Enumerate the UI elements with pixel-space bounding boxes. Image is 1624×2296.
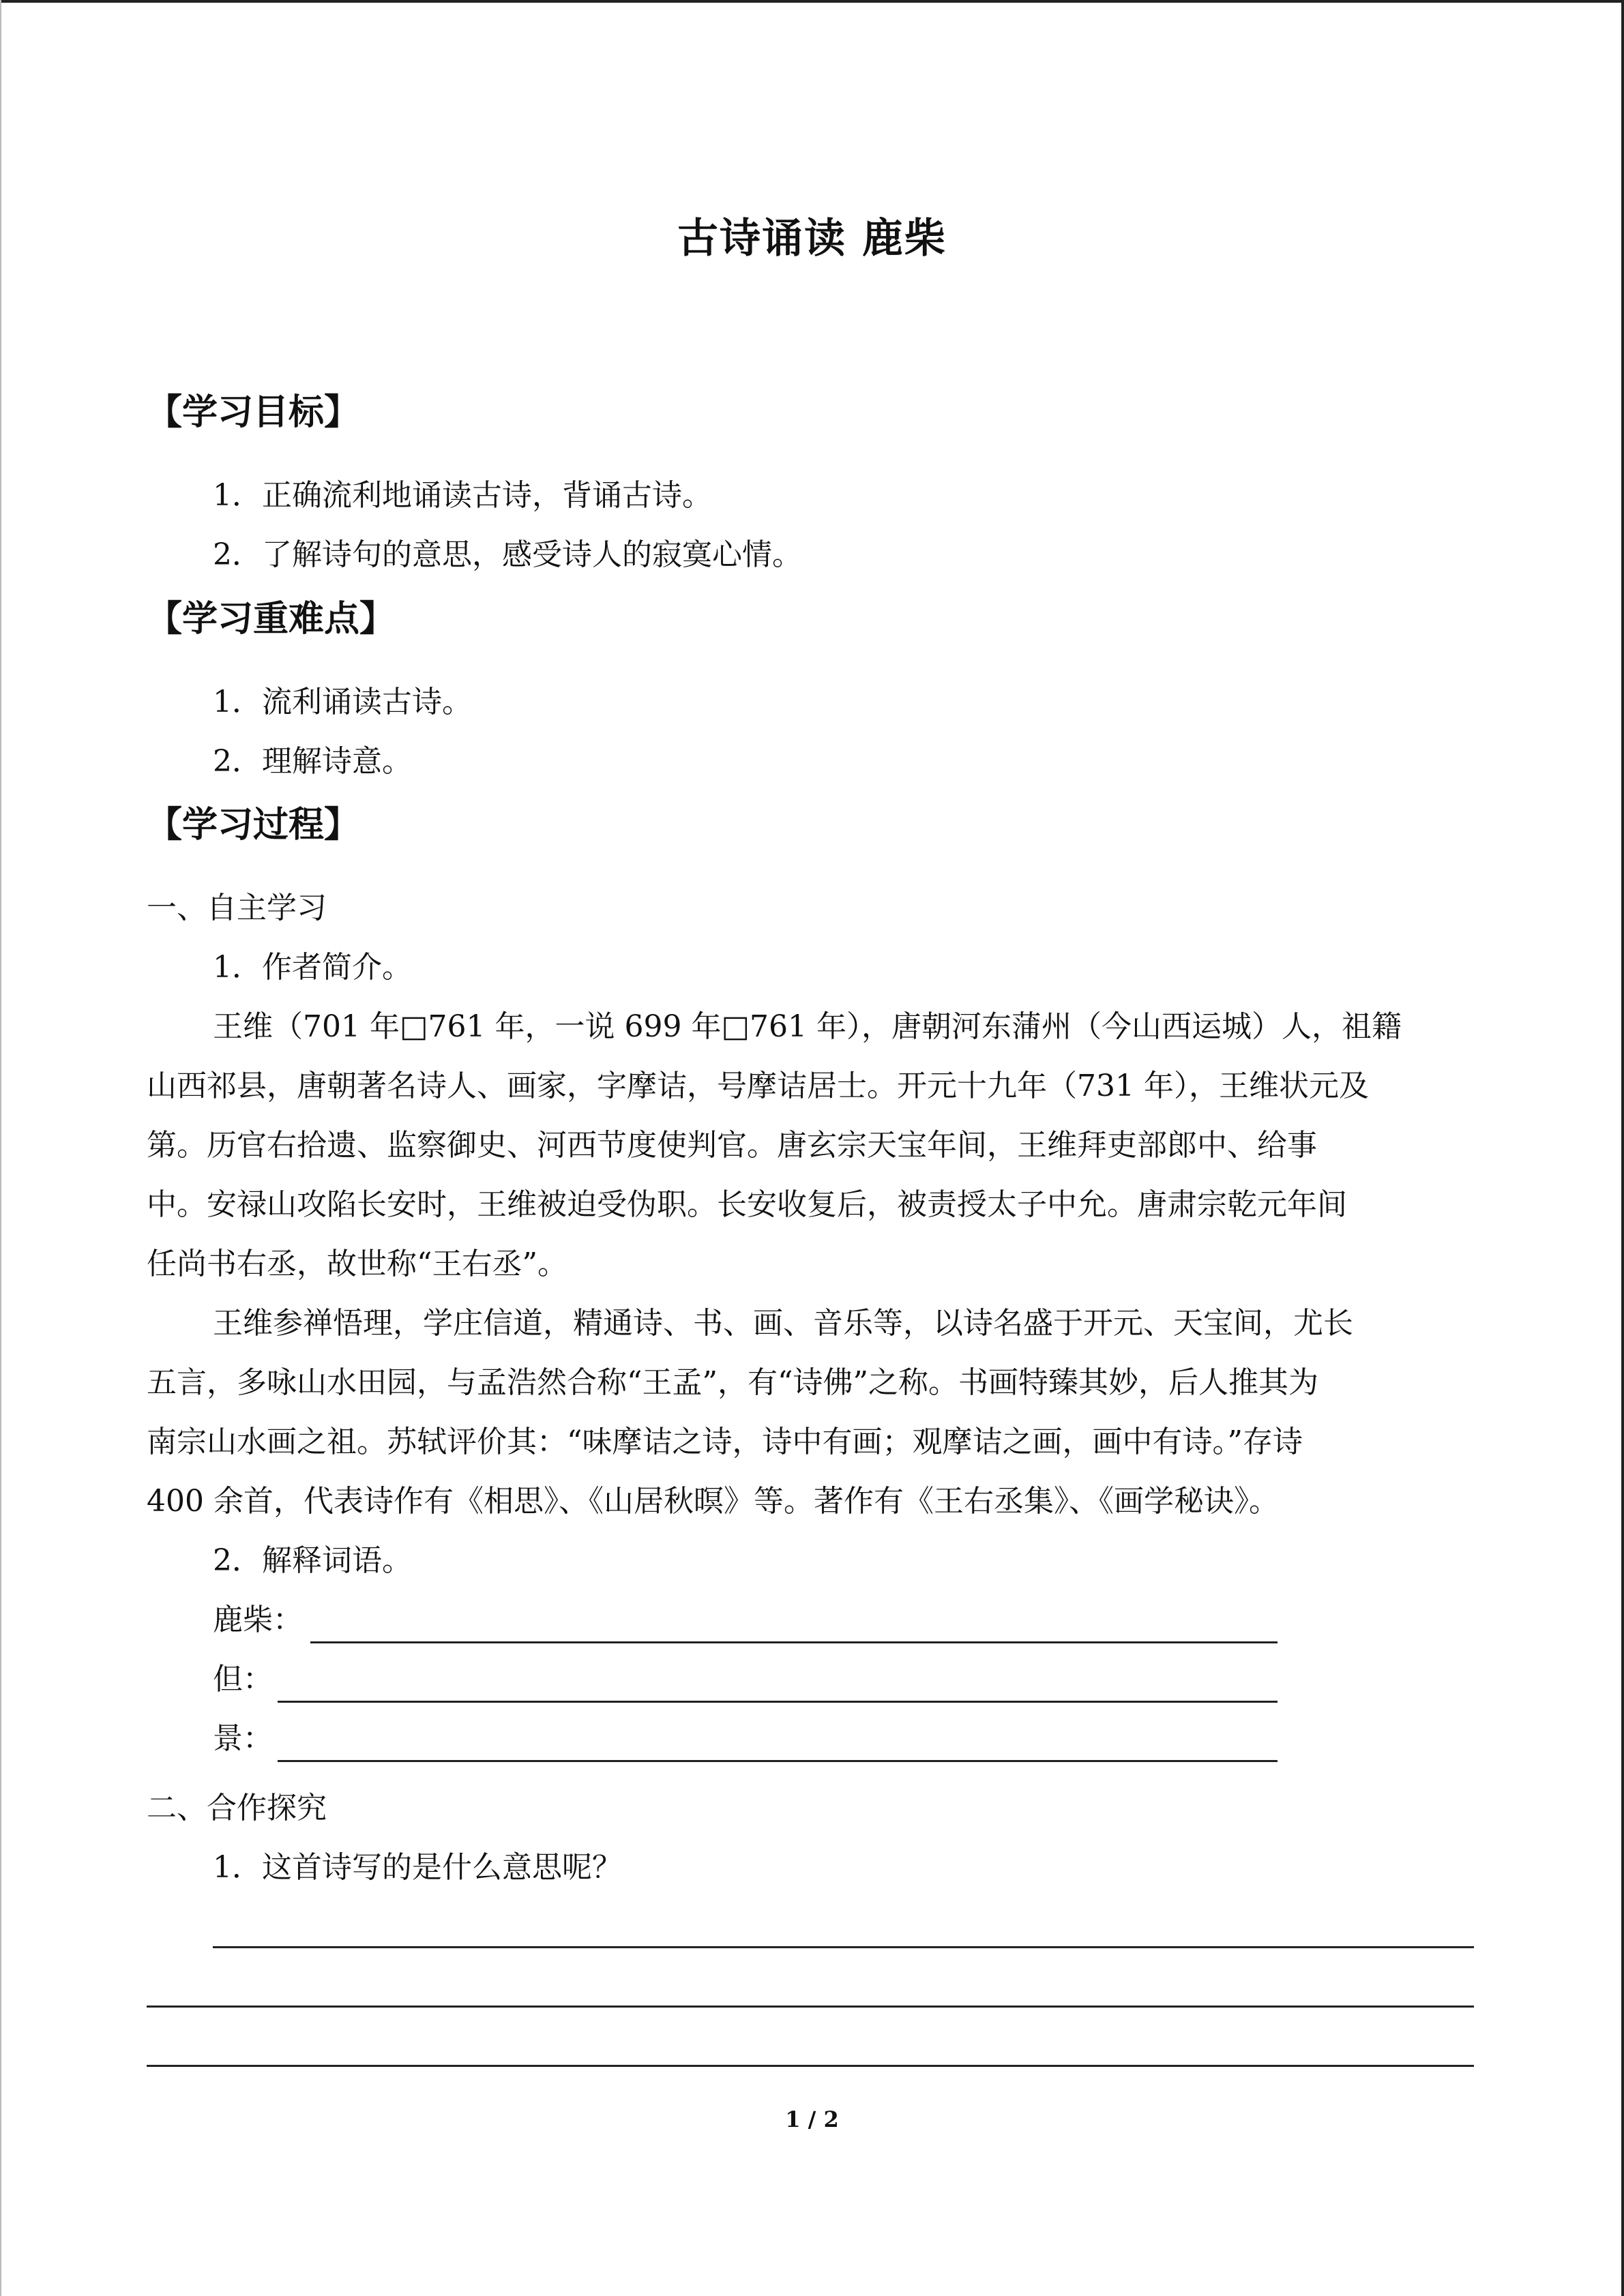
paragraph-line: 山西祁县，唐朝著名诗人、画家，字摩诘，号摩诘居士。开元十九年（731 年），王维状元及	[147, 1069, 1369, 1103]
answer-line-luzhai[interactable]	[310, 1641, 1278, 1643]
paragraph-line: 王维（701 年□761 年，一说 699 年□761 年），唐朝河东蒲州（今山西运城）人，祖籍	[213, 1009, 1402, 1044]
answer-line-jing[interactable]	[278, 1760, 1278, 1762]
part1-heading: 一、自主学习	[147, 891, 327, 925]
answer-line-dan[interactable]	[278, 1701, 1278, 1703]
question-1: 1．这首诗写的是什么意思呢？	[213, 1850, 622, 1885]
page-title: 古诗诵读 鹿柴	[677, 215, 947, 263]
key-point-item-2: 2．理解诗意。	[213, 744, 412, 779]
page-number: 1 / 2	[785, 2106, 839, 2132]
answer-line-1[interactable]	[213, 1946, 1474, 1948]
objectives-heading: 【学习目标】	[147, 391, 360, 433]
answer-line-3[interactable]	[147, 2065, 1474, 2067]
term-label-dan: 但：	[213, 1662, 273, 1697]
author-intro-subheading: 1．作者简介。	[213, 950, 412, 985]
paragraph-line: 中。安禄山攻陷长安时，王维被迫受伪职。长安收复后，被责授太子中允。唐肃宗乾元年间	[147, 1187, 1347, 1222]
process-heading: 【学习过程】	[147, 804, 360, 846]
objective-item-1: 1．正确流利地诵读古诗，背诵古诗。	[213, 478, 712, 513]
vocab-subheading: 2．解释词语。	[213, 1543, 412, 1578]
paragraph-line: 王维参禅悟理，学庄信道，精通诗、书、画、音乐等，以诗名盛于开元、天宝间，尤长	[213, 1306, 1353, 1341]
paragraph-line: 第。历官右拾遗、监察御史、河西节度使判官。唐玄宗天宝年间，王维拜吏部郎中、给事	[147, 1128, 1317, 1163]
key-point-item-1: 1．流利诵读古诗。	[213, 685, 472, 719]
answer-line-2[interactable]	[147, 2006, 1474, 2008]
part2-heading: 二、合作探究	[147, 1791, 327, 1825]
paragraph-line: 任尚书右丞，故世称“王右丞”。	[147, 1247, 567, 1281]
page-border-right	[1621, 0, 1624, 2296]
page-border-left	[0, 0, 1, 2296]
key-points-heading: 【学习重难点】	[147, 598, 396, 640]
paragraph-line: 400 余首，代表诗作有《相思》、《山居秋暝》等。著作有《王右丞集》、《画学秘诀》。	[147, 1484, 1279, 1519]
objective-item-2: 2．了解诗句的意思，感受诗人的寂寞心情。	[213, 537, 802, 572]
term-label-luzhai: 鹿柴：	[213, 1602, 303, 1637]
paragraph-line: 五言，多咏山水田园，与孟浩然合称“王孟”，有“诗佛”之称。书画特臻其妙，后人推其为	[147, 1365, 1318, 1400]
paragraph-line: 南宗山水画之祖。苏轼评价其：“味摩诘之诗，诗中有画；观摩诘之画，画中有诗。”存诗	[147, 1425, 1303, 1459]
term-label-jing: 景：	[213, 1721, 273, 1756]
page-border-top	[0, 0, 1624, 3]
